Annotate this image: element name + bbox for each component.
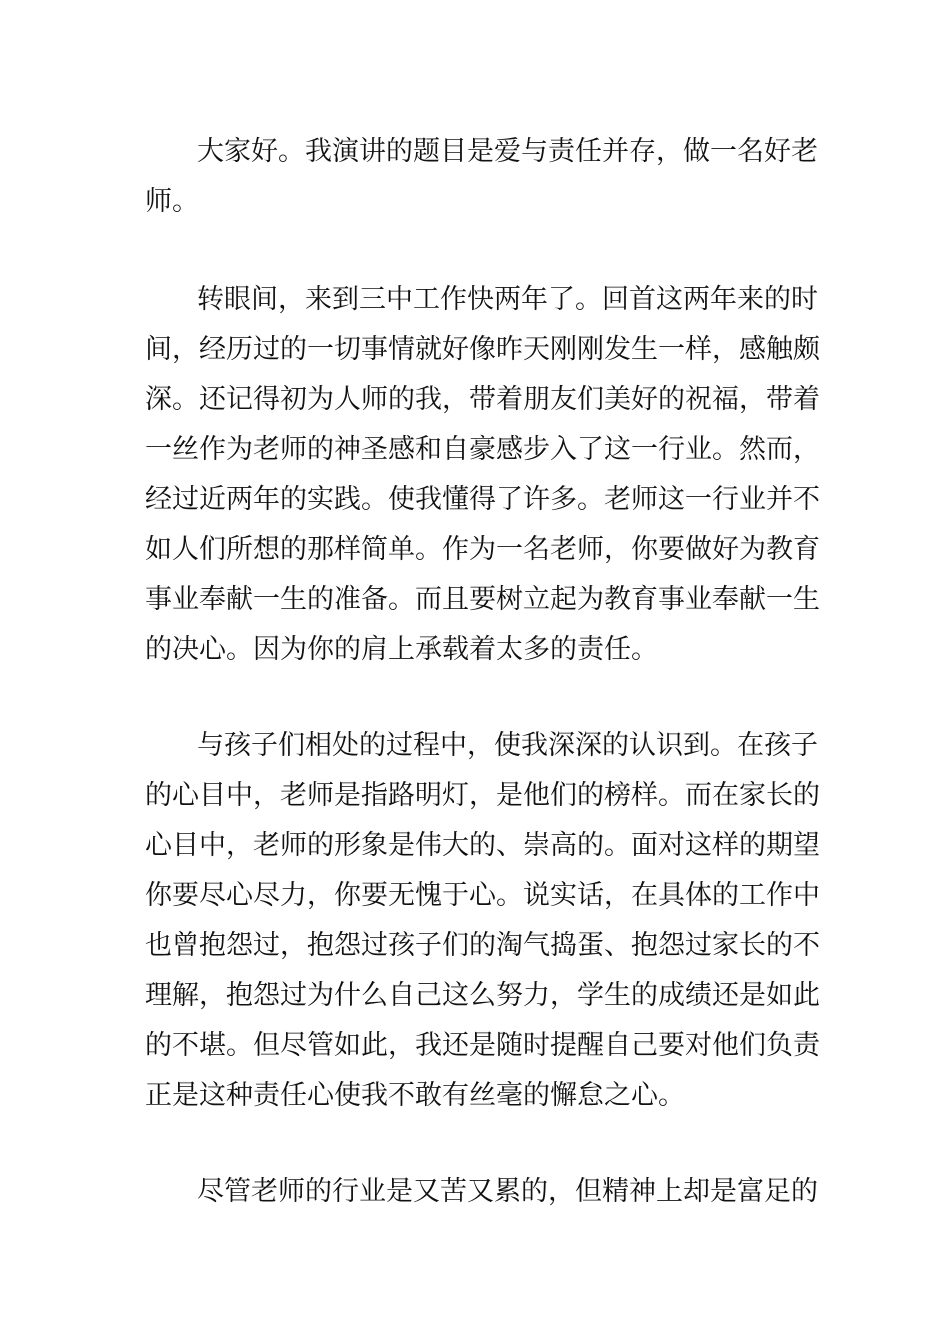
paragraph-children bbox=[145, 721, 820, 1121]
text-line: 理解，抱怨过为什么自己这么努力，学生的成绩还是如此 bbox=[145, 980, 820, 1011]
text-line: 正是这种责任心使我不敢有丝毫的懈怠之心。 bbox=[145, 1080, 685, 1111]
text-line: 师。 bbox=[145, 186, 199, 217]
text-line: 深。还记得初为人师的我，带着朋友们美好的祝福，带着 bbox=[145, 384, 820, 415]
text-line: 心目中，老师的形象是伟大的、崇高的。面对这样的期望 bbox=[145, 830, 820, 861]
text-line: 与孩子们相处的过程中，使我深深的认识到。在孩子 bbox=[197, 730, 818, 761]
paragraph-two-years bbox=[145, 275, 820, 675]
text-line: 事业奉献一生的准备。而且要树立起为教育事业奉献一生 bbox=[145, 584, 820, 615]
text-line: 的心目中，老师是指路明灯，是他们的榜样。而在家长的 bbox=[145, 780, 820, 811]
text-line: 大家好。我演讲的题目是爱与责任并存，做一名好老 bbox=[197, 136, 818, 167]
text-line: 经过近两年的实践。使我懂得了许多。老师这一行业并不 bbox=[145, 484, 820, 515]
text-line: 如人们所想的那样简单。作为一名老师，你要做好为教育 bbox=[145, 534, 820, 565]
text-line: 一丝作为老师的神圣感和自豪感步入了这一行业。然而， bbox=[145, 434, 820, 465]
paragraph-intro bbox=[145, 127, 818, 227]
text-line: 你要尽心尽力，你要无愧于心。说实话，在具体的工作中 bbox=[145, 880, 820, 911]
text-line: 转眼间，来到三中工作快两年了。回首这两年来的时 bbox=[197, 284, 818, 315]
text-line: 也曾抱怨过，抱怨过孩子们的淘气捣蛋、抱怨过家长的不 bbox=[145, 930, 820, 961]
paragraph-hardship bbox=[145, 1167, 818, 1217]
text-line: 的决心。因为你的肩上承载着太多的责任。 bbox=[145, 634, 658, 665]
text-line: 的不堪。但尽管如此，我还是随时提醒自己要对他们负责 bbox=[145, 1030, 820, 1061]
text-line: 尽管老师的行业是又苦又累的，但精神上却是富足的 bbox=[197, 1176, 818, 1207]
text-line: 间，经历过的一切事情就好像昨天刚刚发生一样，感触颇 bbox=[145, 334, 820, 365]
